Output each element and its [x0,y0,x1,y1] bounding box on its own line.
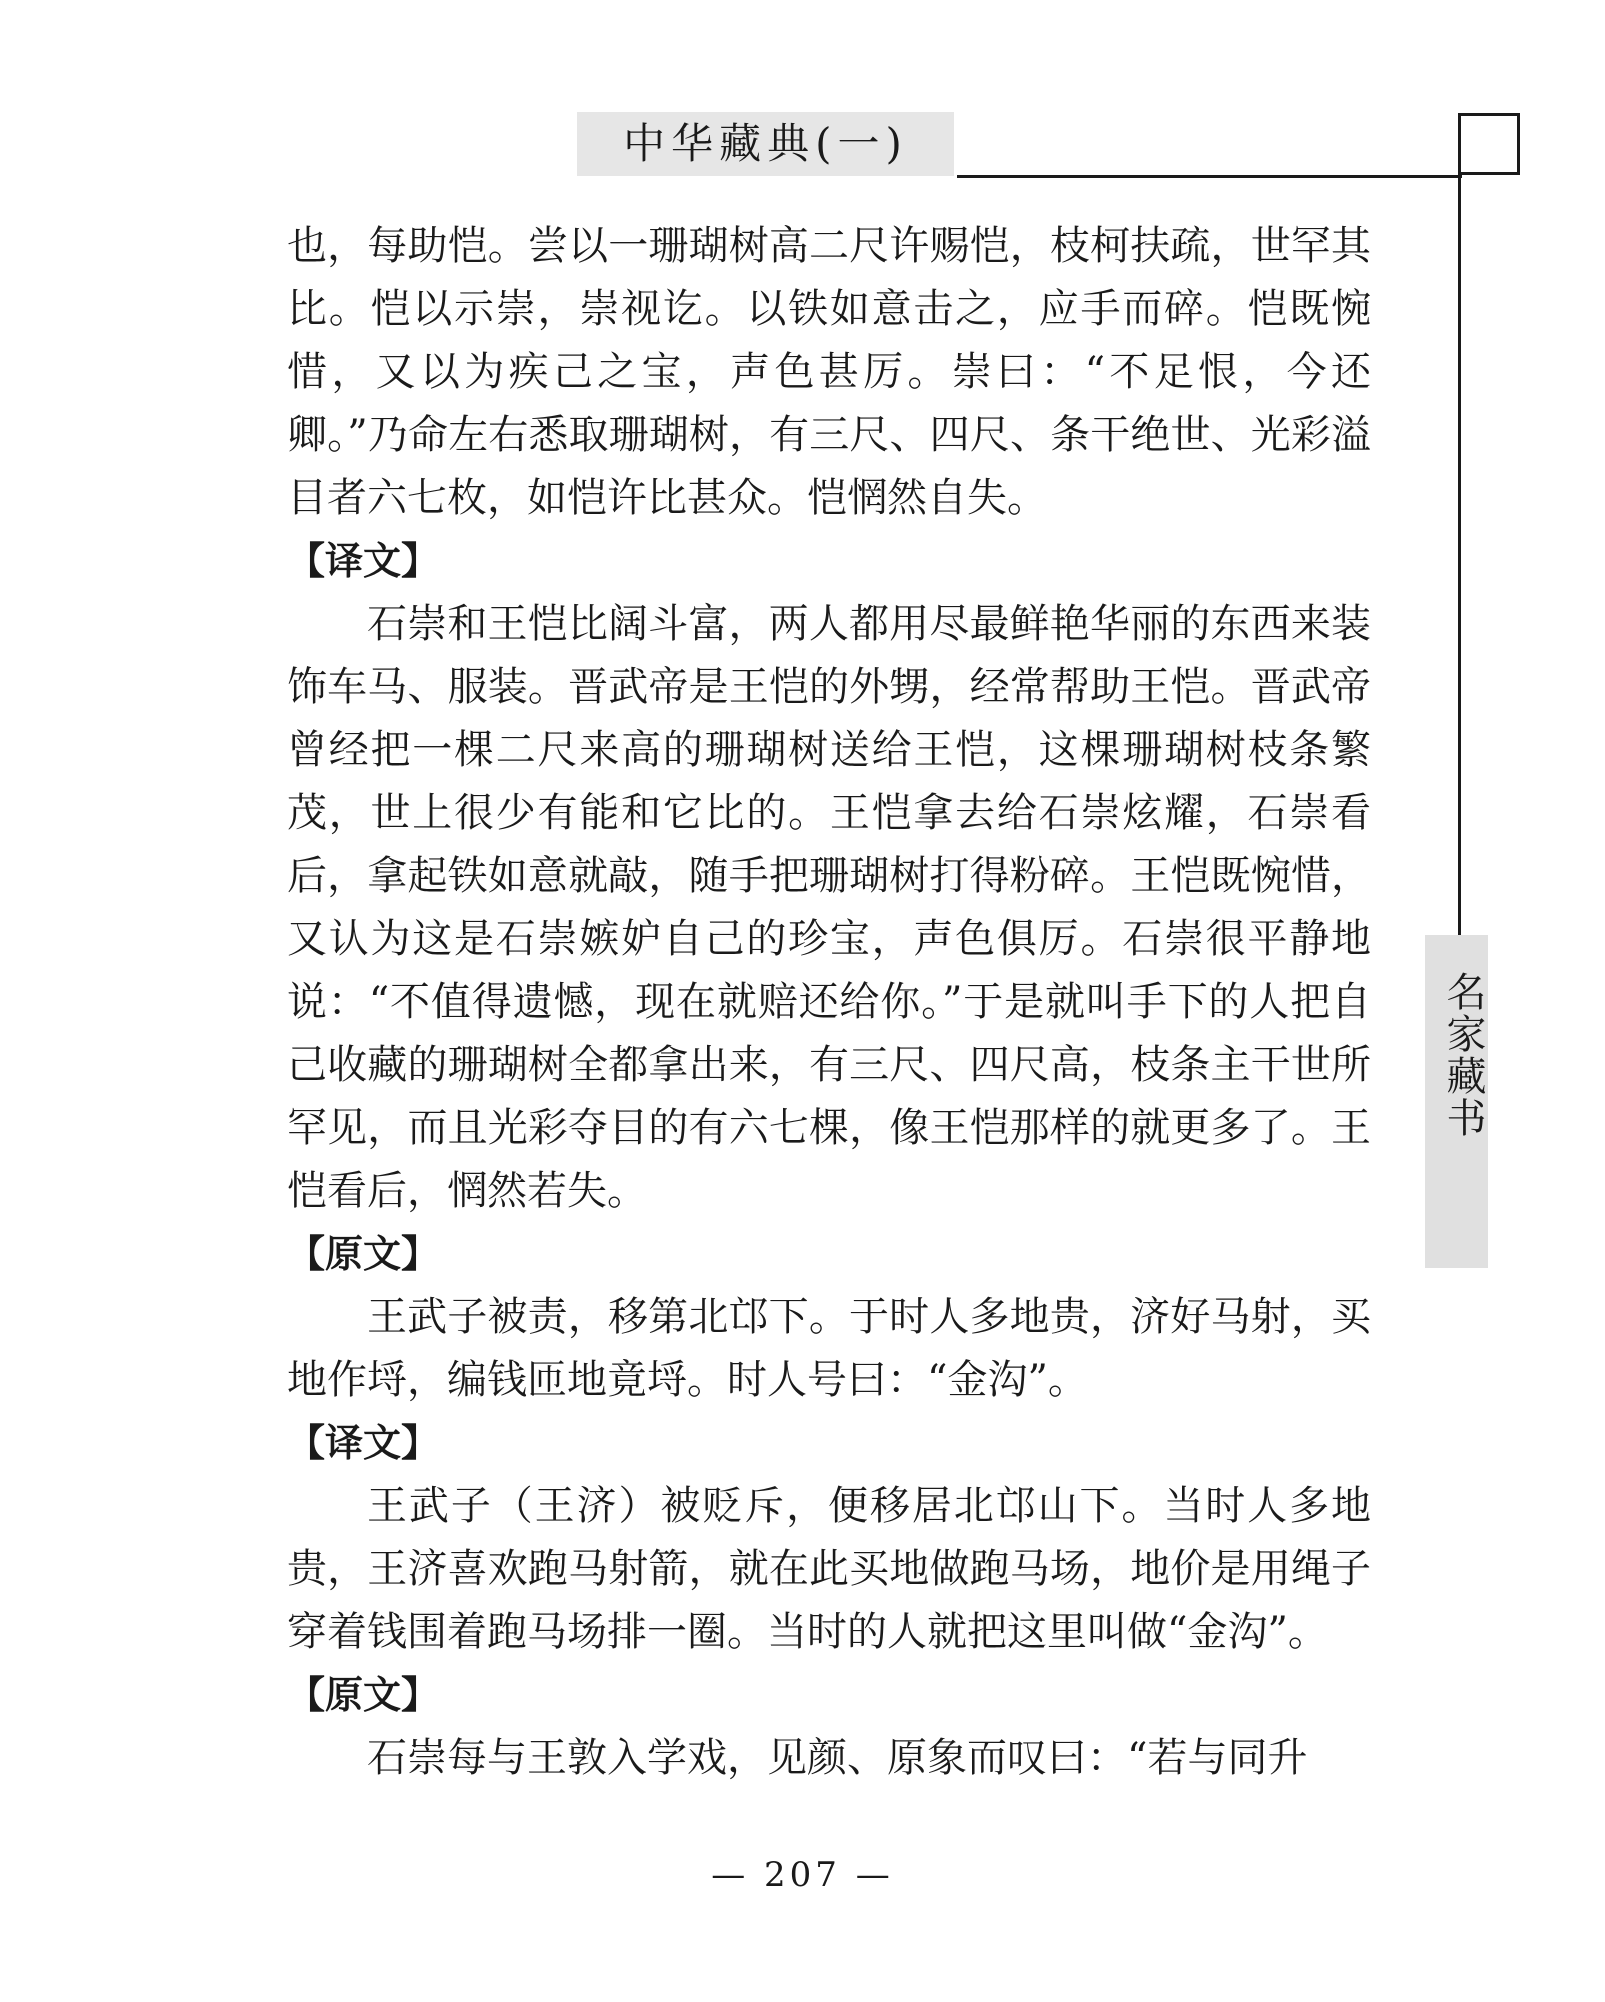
running-header-title: 中华藏典(一) [577,112,954,176]
section-heading-original: 【原文】 [287,1232,440,1276]
paragraph-original-continued: 也，每助恺。尝以一珊瑚树高二尺许赐恺，枝柯扶疏，世罕其比。恺以示崇，崇视讫。以铁如意击之，应手而碎。恺既惋惜，又以为疾己之宝，声色甚厉。崇曰：“不足恨，今还卿。”乃命左右悉取珊瑚树，有三尺、四尺、条干绝世、光彩溢目者六七枚，如恺许比甚众。恺惘然自失。 [287,223,1371,521]
section-heading-original: 【原文】 [287,1673,440,1717]
paragraph-translation: 石崇和王恺比阔斗富，两人都用尽最鲜艳华丽的东西来装饰车马、服装。晋武帝是王恺的外甥，经常帮助王恺。晋武帝曾经把一棵二尺来高的珊瑚树送给王恺，这棵珊瑚树枝条繁茂，世上很少有能和它比的。王恺拿去给石崇炫耀，石崇看后，拿起铁如意就敲，随手把珊瑚树打得粉碎。王恺既惋惜，又认为这是石崇嫉妒自己的珍宝，声色俱厉。石崇很平静地说：“不值得遗憾，现在就赔还给你。”于是就叫手下的人把自己收藏的珊瑚树全都拿出来，有三尺、四尺高，枝条主干世所罕见，而且光彩夺目的有六七棵，像王恺那样的就更多了。王恺看后，惘然若失。 [287,601,1371,1214]
header-corner-box [1458,113,1520,175]
side-tab-label: 名家藏书 [1440,971,1486,1139]
paragraph-translation: 王武子（王济）被贬斥，便移居北邙山下。当时人多地贵，王济喜欢跑马射箭，就在此买地做跑马场，地价是用绳子穿着钱围着跑马场排一圈。当时的人就把这里叫做“金沟”。 [287,1483,1371,1655]
side-rule [1458,113,1461,935]
header-rule [957,175,1462,178]
page-body [287,215,1371,1790]
paragraph-original: 石崇每与王敦入学戏，见颜、原象而叹曰：“若与同升 [367,1735,1308,1781]
page-number: — 207 — [711,1855,894,1895]
section-heading-translation: 【译文】 [287,539,440,583]
paragraph-original: 王武子被责，移第北邙下。于时人多地贵，济好马射，买地作埒，编钱匝地竟埒。时人号曰：“金沟”。 [287,1294,1371,1403]
section-heading-translation: 【译文】 [287,1421,440,1465]
side-tab [1425,935,1488,1268]
